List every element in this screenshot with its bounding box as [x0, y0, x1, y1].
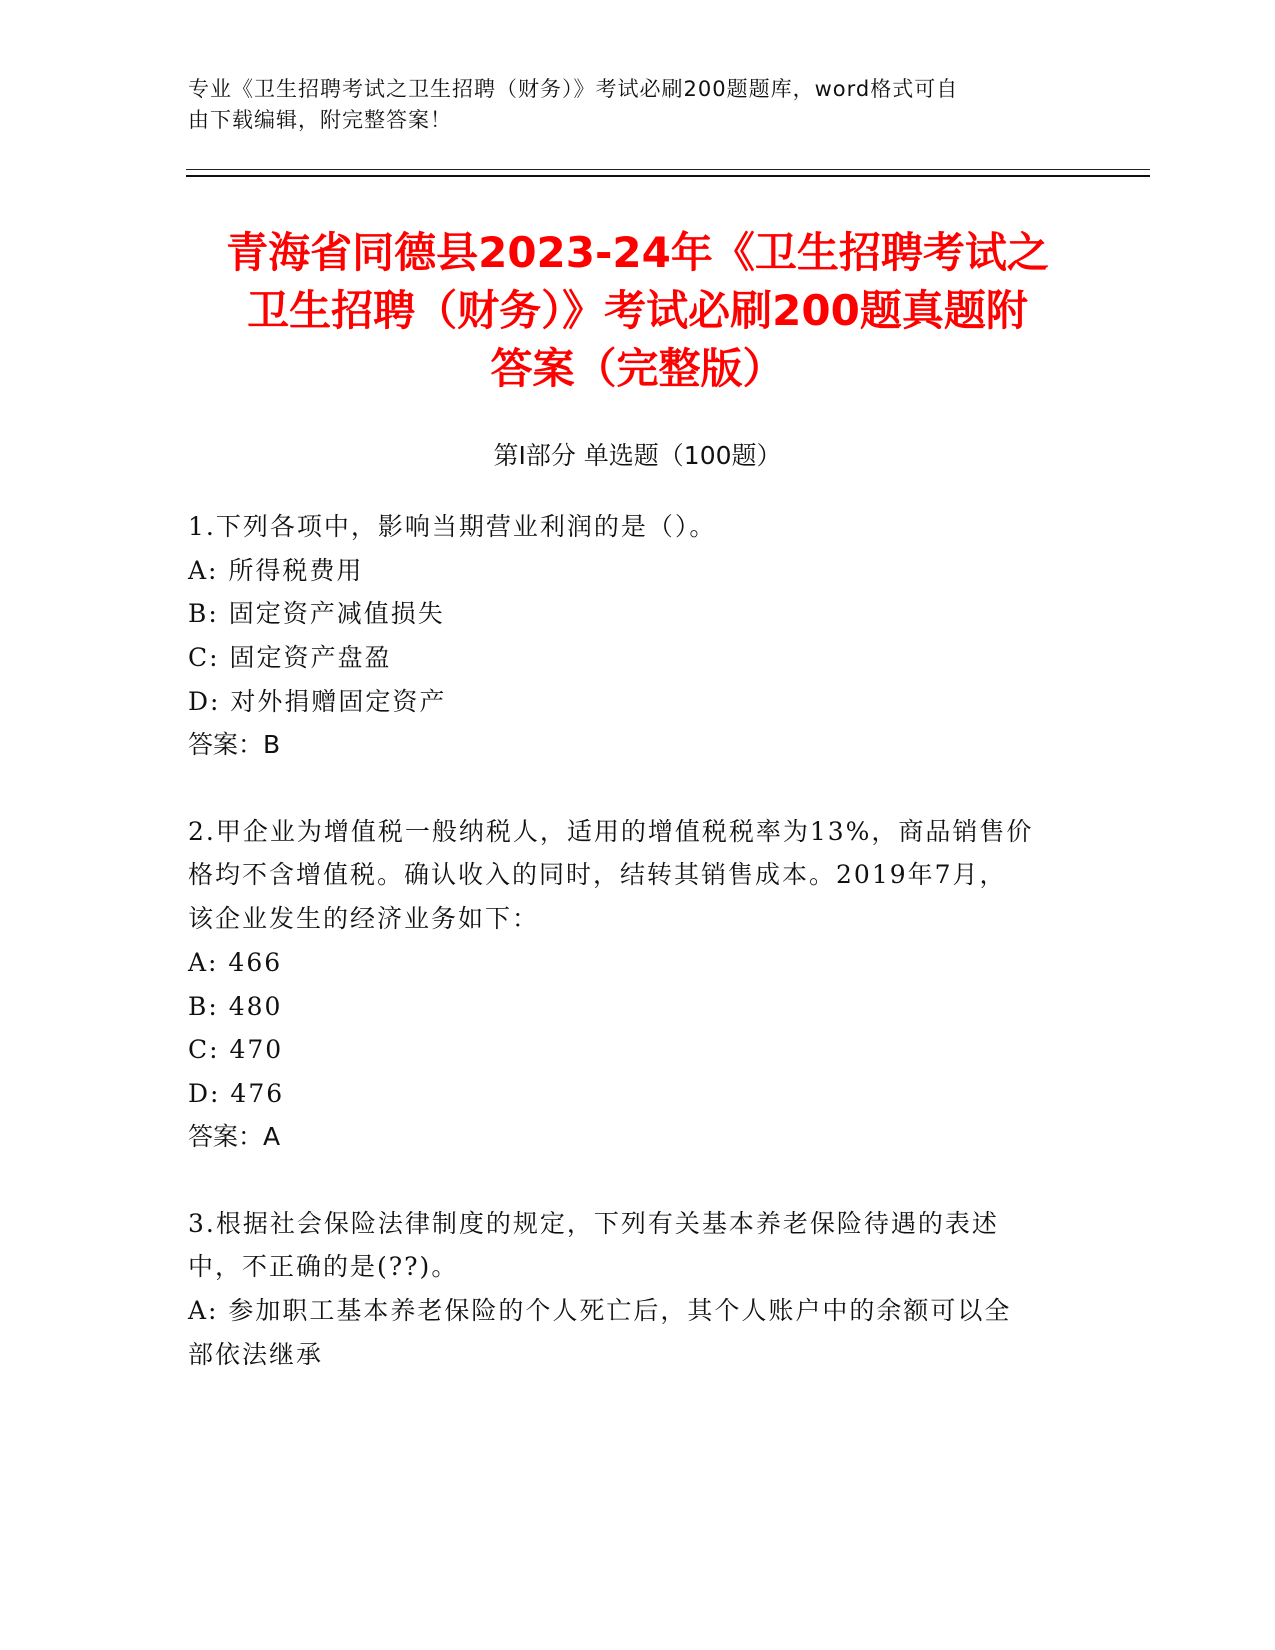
option-b: B: 480: [188, 992, 283, 1021]
header-note-line: 由下载编辑，附完整答案！: [188, 108, 452, 132]
question-stem: 1.下列各项中，影响当期营业利润的是（）。: [188, 512, 717, 541]
option-c: C: 470: [188, 1035, 284, 1064]
option-b: B: 固定资产减值损失: [188, 599, 445, 628]
document-title-line: 答案（完整版）: [490, 344, 785, 393]
answer: 答案：A: [188, 1122, 281, 1151]
header-rule-thin: [186, 169, 1150, 170]
option-d: D: 对外捐赠固定资产: [188, 687, 447, 716]
answer: 答案：B: [188, 730, 281, 759]
option-a: A: 参加职工基本养老保险的个人死亡后，其个人账户中的余额可以全: [188, 1296, 1012, 1325]
question-stem: 格均不含增值税。确认收入的同时，结转其销售成本。2019年7月，: [188, 860, 1007, 889]
option-a: A: 所得税费用: [188, 556, 364, 585]
question-stem: 中，不正确的是(??)。: [188, 1252, 459, 1281]
option-a: 部依法继承: [188, 1340, 324, 1369]
document-title-line: 青海省同德县2023-24年《卫生招聘考试之: [226, 228, 1049, 277]
option-a: A: 466: [188, 948, 283, 977]
question-stem: 该企业发生的经济业务如下：: [188, 904, 540, 933]
header-note-line: 专业《卫生招聘考试之卫生招聘（财务）》考试必刷200题题库，word格式可自: [188, 77, 959, 101]
section-heading: 第Ⅰ部分 单选题（100题）: [493, 441, 782, 470]
header-note: [188, 74, 1068, 136]
option-d: D: 476: [188, 1079, 285, 1108]
document-title: [150, 224, 1125, 398]
document-title-line: 卫生招聘（财务）》考试必刷200题真题附: [247, 286, 1028, 335]
option-c: C: 固定资产盘盈: [188, 643, 392, 672]
question-stem: 3.根据社会保险法律制度的规定，下列有关基本养老保险待遇的表述: [188, 1209, 999, 1238]
header-rule-thick: [186, 175, 1150, 177]
question-stem: 2.甲企业为增值税一般纳税人，适用的增值税税率为13%，商品销售价: [188, 817, 1034, 846]
